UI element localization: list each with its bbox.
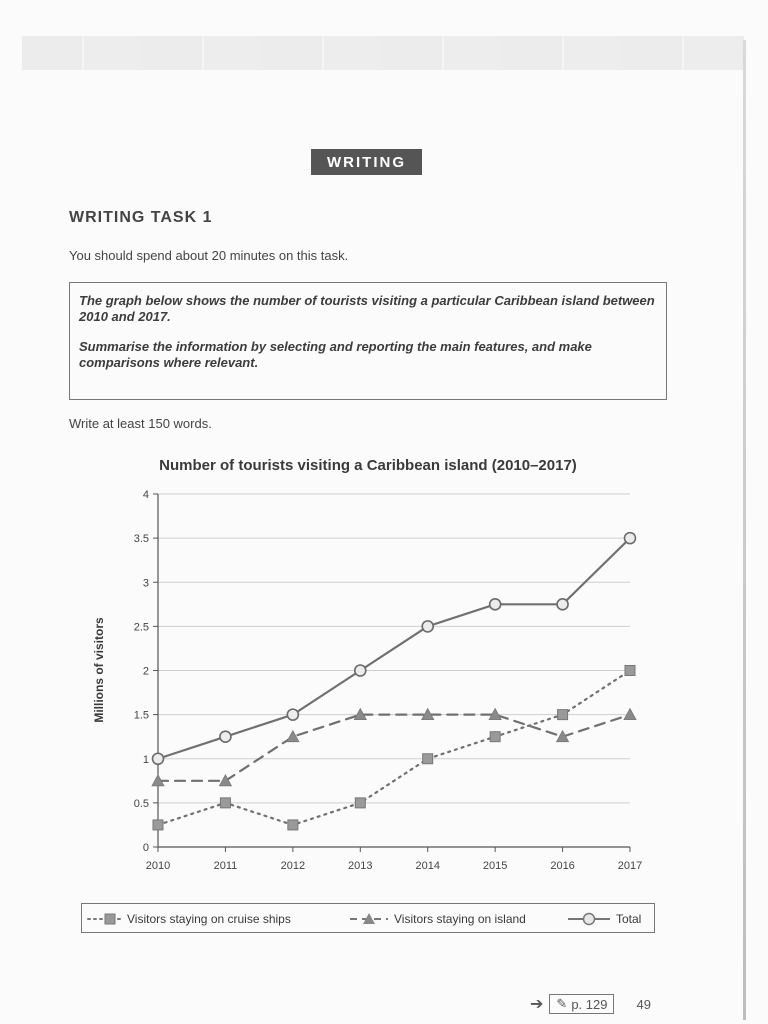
page-reference[interactable] <box>549 994 614 1014</box>
prompt-task: Summarise the information by selecting and reporting the main features, and make comparisons where relevant. <box>79 339 592 370</box>
word-count-instruction: Write at least 150 words. <box>69 416 212 431</box>
cruise-data-point <box>288 820 298 830</box>
chart-title: Number of tourists visiting a Caribbean island (2010–2017) <box>159 457 577 474</box>
cruise-data-point <box>355 798 365 808</box>
legend-label-total: Total <box>616 912 642 926</box>
y-tick-label: 2 <box>142 665 149 678</box>
arrow-right-icon: ➔ <box>530 996 544 1013</box>
y-ticks <box>134 489 158 854</box>
y-tick-label: 1 <box>142 753 149 766</box>
total-data-point <box>355 665 366 676</box>
cruise-data-point <box>490 732 500 742</box>
total-data-point <box>153 753 164 764</box>
time-instruction: You should spend about 20 minutes on this task. <box>69 248 349 263</box>
y-tick-label: 4 <box>142 489 149 501</box>
y-tick-label: 2.5 <box>133 621 149 634</box>
x-tick-label: 2016 <box>550 860 575 872</box>
task-title: WRITING TASK 1 <box>69 209 213 226</box>
y-axis-label: Millions of visitors <box>92 617 106 723</box>
x-tick-label: 2012 <box>280 860 306 872</box>
section-label: WRITING <box>311 149 422 175</box>
chart-legend <box>81 903 655 933</box>
legend-item-total <box>568 912 641 926</box>
total-data-point <box>422 621 433 632</box>
y-tick-label: 1.5 <box>133 709 149 722</box>
x-tick-label: 2011 <box>213 860 238 872</box>
pencil-icon: ✎ <box>556 996 568 1011</box>
total-data-point <box>557 599 568 610</box>
series-line-1 <box>158 715 630 781</box>
x-tick-label: 2017 <box>617 860 643 872</box>
cruise-data-point <box>220 798 230 808</box>
total-data-point <box>625 533 636 544</box>
total-data-point <box>220 731 231 742</box>
total-data-point <box>490 599 501 610</box>
cruise-data-point <box>153 820 163 830</box>
chart-series <box>152 533 636 830</box>
x-ticks <box>146 847 642 872</box>
legend-label-cruise: Visitors staying on cruise ships <box>127 912 291 926</box>
x-tick-label: 2015 <box>482 860 508 872</box>
y-tick-label: 3 <box>142 577 149 590</box>
island-data-point <box>219 775 231 786</box>
y-tick-label: 3.5 <box>133 533 149 546</box>
x-tick-label: 2010 <box>145 860 171 872</box>
page-footer <box>530 993 651 1015</box>
cruise-data-point <box>625 666 635 676</box>
square-marker-icon <box>105 914 115 924</box>
page-number: 49 <box>636 996 651 1012</box>
x-tick-label: 2014 <box>415 860 440 872</box>
prompt-description: The graph below shows the number of tourists visiting a particular Caribbean island between 2010 and 2017. <box>79 293 655 324</box>
cruise-data-point <box>558 710 568 720</box>
page-reference-label: p. 129 <box>571 996 608 1012</box>
series-line-2 <box>158 538 630 759</box>
island-data-point <box>287 731 299 742</box>
circle-marker-icon <box>584 914 595 925</box>
x-tick-label: 2013 <box>348 860 373 872</box>
legend-item-island <box>350 912 526 926</box>
legend-label-island: Visitors staying on island <box>394 912 526 926</box>
legend-item-cruise <box>88 912 291 926</box>
y-tick-label: 0.5 <box>133 797 149 810</box>
y-tick-label: 0 <box>142 842 149 854</box>
cruise-data-point <box>423 754 433 764</box>
total-data-point <box>287 709 298 720</box>
